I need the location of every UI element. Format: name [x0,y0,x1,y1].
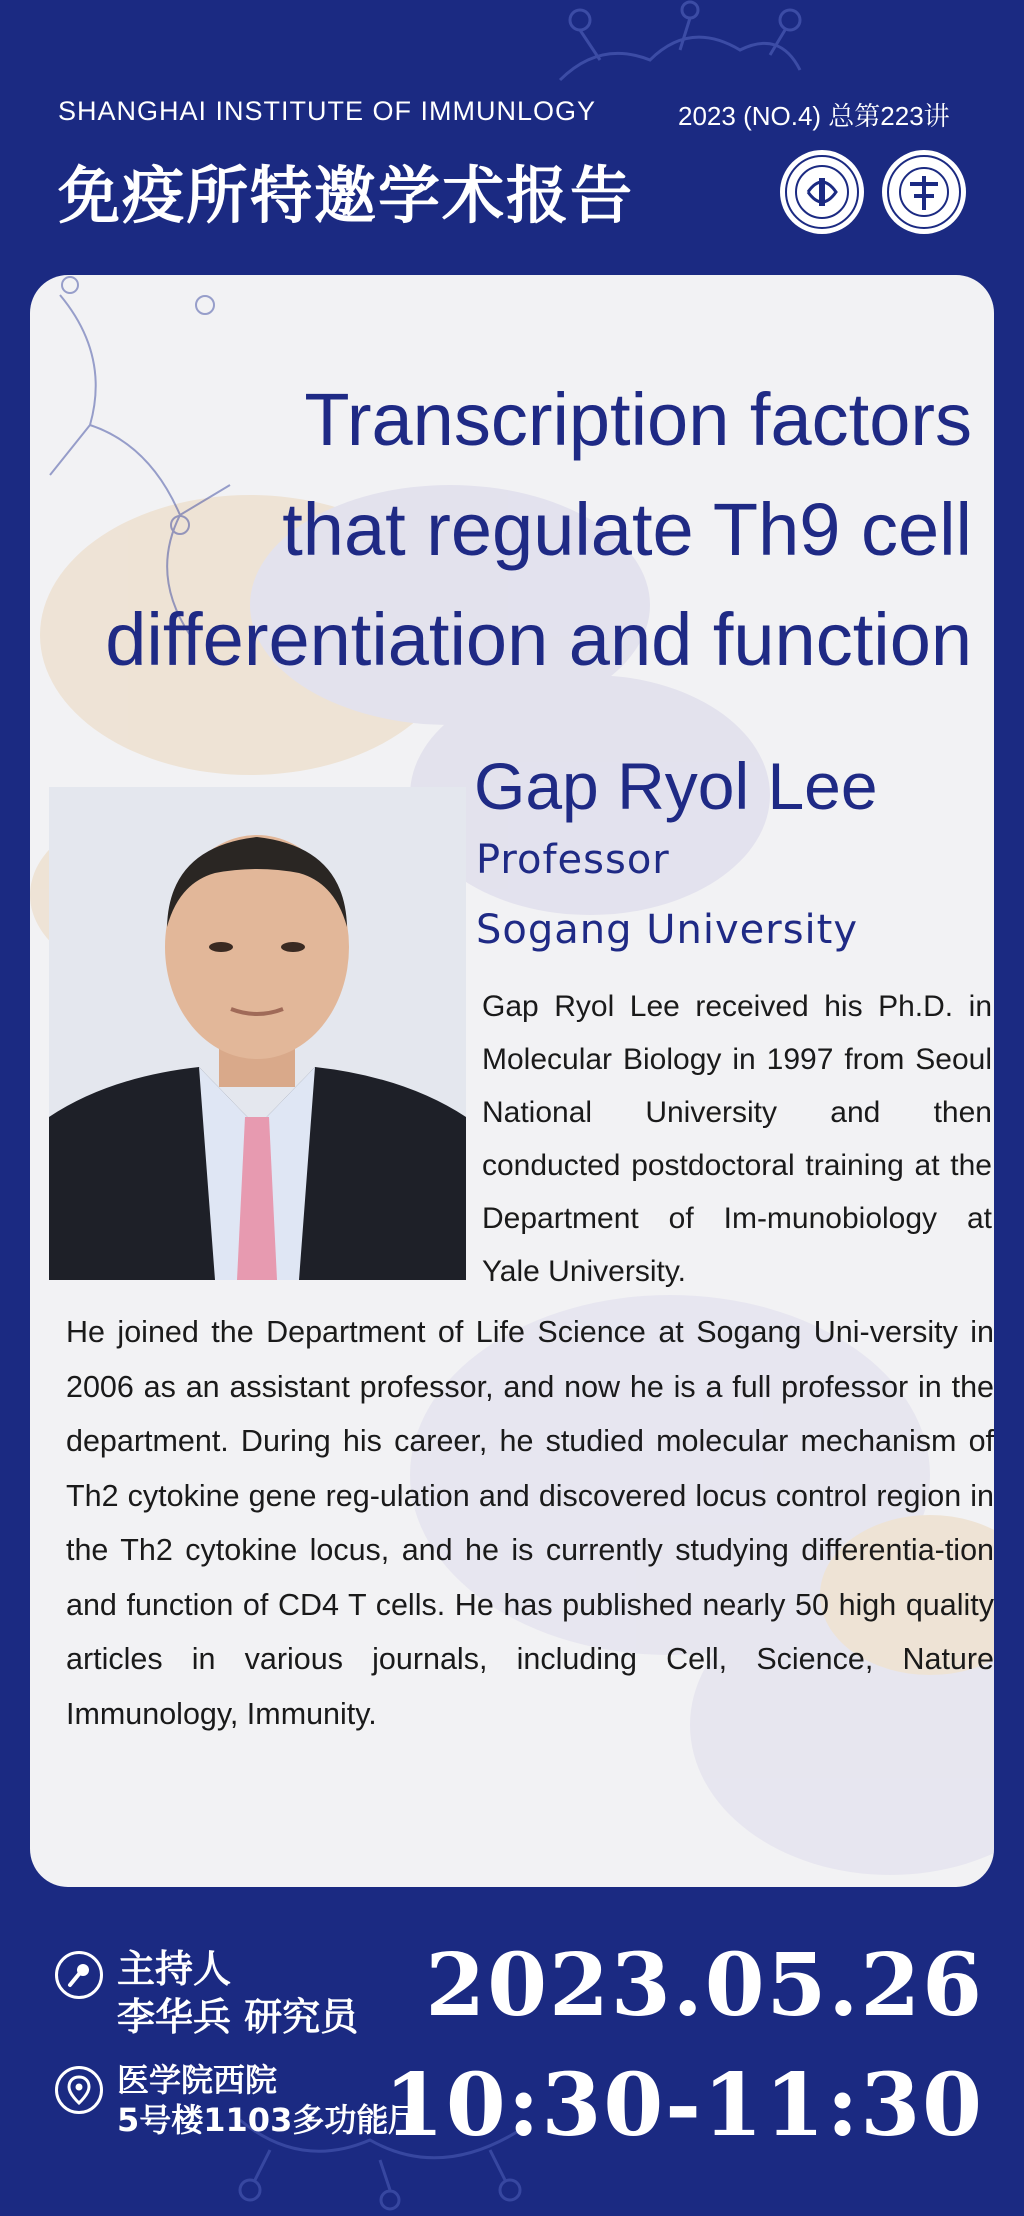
host-label: 主持人 [117,1947,232,1991]
venue-line-1: 医学院西院 [117,2061,278,2099]
location-pin-icon [55,2066,103,2114]
speaker-photo [49,787,466,1280]
microphone-icon [55,1951,103,1999]
speaker-title: Professor [476,837,670,883]
speaker-name: Gap Ryol Lee [474,749,878,823]
host-text [117,1945,358,2041]
speaker-bio-intro: Gap Ryol Lee received his Ph.D. in Molecular Biology in 1997 from Seoul National University and then conducted postdoctoral training at the Department of Im-munobiology at Yale University. [482,990,992,1288]
logo-2-icon [880,148,968,236]
speaker-affiliation: Sogang University [476,907,858,953]
venue-info [55,2060,420,2140]
host-info [55,1945,358,2041]
talk-card [30,275,994,1887]
logo-1-icon [778,148,866,236]
talk-time: 10:30-11:30 [384,2055,984,2156]
issue-number: 2023 (NO.4) 总第223讲 [678,101,950,131]
talk-date: 2023.05.26 [425,1935,984,2036]
talk-title [32,365,972,695]
institute-name-en: SHANGHAI INSTITUTE OF IMMUNLOGY [58,96,597,126]
talk-title-line: differentiation and function [105,598,972,681]
talk-title-line: that regulate Th9 cell [282,488,972,571]
page-title: 免疫所特邀学术报告 [58,159,635,232]
venue-line-2: 5号楼1103多功能厅 [117,2101,421,2139]
speaker-bio-career: He joined the Department of Life Science at Sogang Uni-versity in 2006 as an assistant professor, and now he is a full professor in the department. During his career, he studied molecular mechanism of Th2 cytokine gene reg-ulation and discovered locus control region in the Th2 cytokine locus, and he is currently studying differentia-tion and function of CD4 T cells. He has published nearly 50 high quality articles in various journals, including Cell, Science, Nature Immunology, Immunity. [66,1315,994,1731]
venue-text [117,2060,420,2140]
talk-title-line: Transcription factors [304,378,972,461]
host-name: 李华兵 研究员 [117,1995,359,2039]
